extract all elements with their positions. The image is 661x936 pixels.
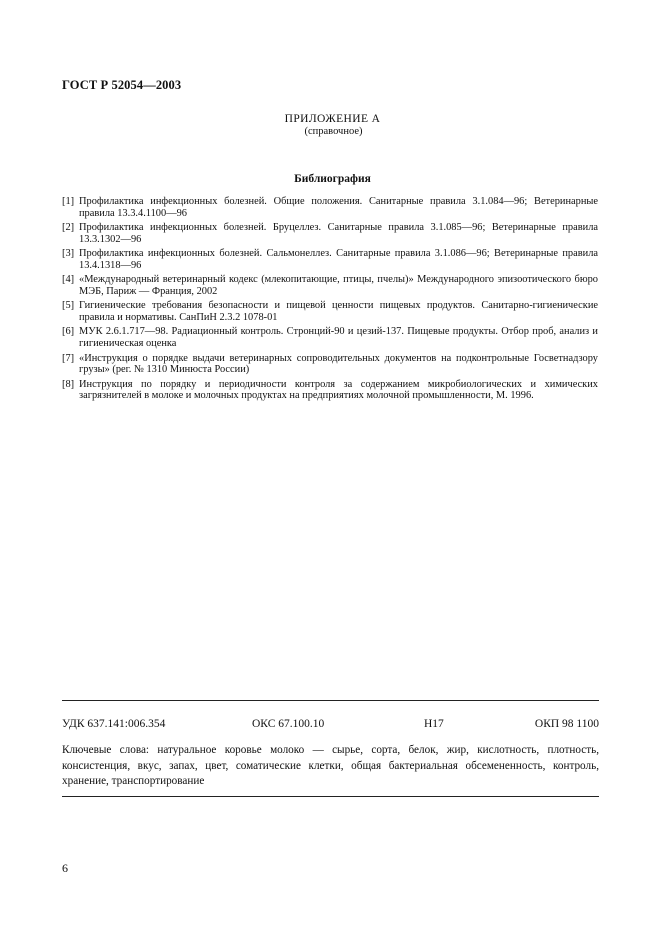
bibliography-item-text: Инструкция по порядку и периодичности контроля за содержанием микробиологических и химических загрязнителей в молоке и молочных продуктах на предприятиях молочной промышленности, М. 1996. bbox=[79, 378, 598, 402]
bibliography-item-text: Профилактика инфекционных болезней. Сальмонеллез. Санитарные правила 3.1.086—96; Ветеринарные правила 13.4.1318—96 bbox=[79, 248, 598, 271]
bibliography-item bbox=[62, 379, 598, 403]
bibliography-title-text: Библиография bbox=[294, 173, 371, 185]
udk-code: УДК 637.141:006.354 bbox=[62, 718, 166, 730]
bibliography-item-number: [5] bbox=[62, 300, 75, 312]
bibliography-item-text: Профилактика инфекционных болезней. Общие положения. Санитарные правила 3.1.084—96; Ветеринарные правила 13.3.4.1100—96 bbox=[79, 196, 598, 219]
page-number: 6 bbox=[62, 861, 68, 875]
bibliography-title bbox=[0, 173, 661, 185]
bibliography-item-number: [6] bbox=[62, 326, 75, 338]
bibliography-item bbox=[62, 248, 598, 272]
bibliography-item-number: [7] bbox=[62, 352, 75, 364]
bibliography-item bbox=[62, 353, 598, 377]
bibliography-item-number: [1] bbox=[62, 196, 75, 207]
bibliography-item-text: «Международный ветеринарный кодекс (млекопитающие, птицы, пчелы)» Международного эпизоотического бюро МЭБ, Париж — Франция, 2002 bbox=[79, 274, 598, 298]
bibliography-item-text: «Инструкция о порядке выдачи ветеринарных сопроводительных документов на подконтрольные Госветнадзору грузы» (рег. № 1310 Минюста России) bbox=[79, 352, 598, 376]
bibliography-list bbox=[62, 196, 598, 405]
bibliography-item bbox=[62, 326, 598, 350]
bibliography-item-text: Гигиенические требования безопасности и пищевой ценности пищевых продуктов. Санитарно-гигиенические правила и нормативы. СанПиН 2.3.2 1078-01 bbox=[79, 300, 598, 324]
bibliography-item-number: [3] bbox=[62, 248, 75, 260]
appendix-heading bbox=[0, 113, 661, 137]
okp-code: ОКП 98 1100 bbox=[534, 718, 599, 730]
bibliography-item bbox=[62, 300, 598, 324]
bibliography-item bbox=[62, 196, 598, 220]
keywords-paragraph: Ключевые слова: натуральное коровье молоко — сырье, сорта, белок, жир, кислотность, плотность, консистенция, вкус, запах, цвет, соматические клетки, общая бактериальная обсемененность, контроль, хранение, транспортирование bbox=[62, 744, 599, 787]
bibliography-item-number: [2] bbox=[62, 222, 75, 234]
document-code: ГОСТ Р 52054—2003 bbox=[62, 78, 182, 92]
oks-code: ОКС 67.100.10 bbox=[252, 718, 325, 730]
appendix-title: ПРИЛОЖЕНИЕ А bbox=[284, 113, 381, 125]
bibliography-item-text: МУК 2.6.1.717—98. Радиационный контроль. Стронций-90 и цезий-137. Пищевые продукты. Отбор проб, анализ и гигиеническая оценка bbox=[79, 326, 598, 350]
bibliography-item bbox=[62, 222, 598, 246]
appendix-subtitle: (справочное) bbox=[304, 126, 363, 137]
bibliography-item-text: Профилактика инфекционных болезней. Бруцеллез. Санитарные правила 3.1.085—96; Ветеринарные правила 13.3.1302—96 bbox=[79, 222, 598, 245]
divider-top bbox=[62, 700, 599, 701]
bibliography-item bbox=[62, 274, 598, 298]
group-code: Н17 bbox=[424, 718, 444, 730]
bibliography-item-number: [8] bbox=[62, 378, 75, 390]
divider-bottom bbox=[62, 796, 599, 797]
bibliography-item-number: [4] bbox=[62, 274, 75, 286]
